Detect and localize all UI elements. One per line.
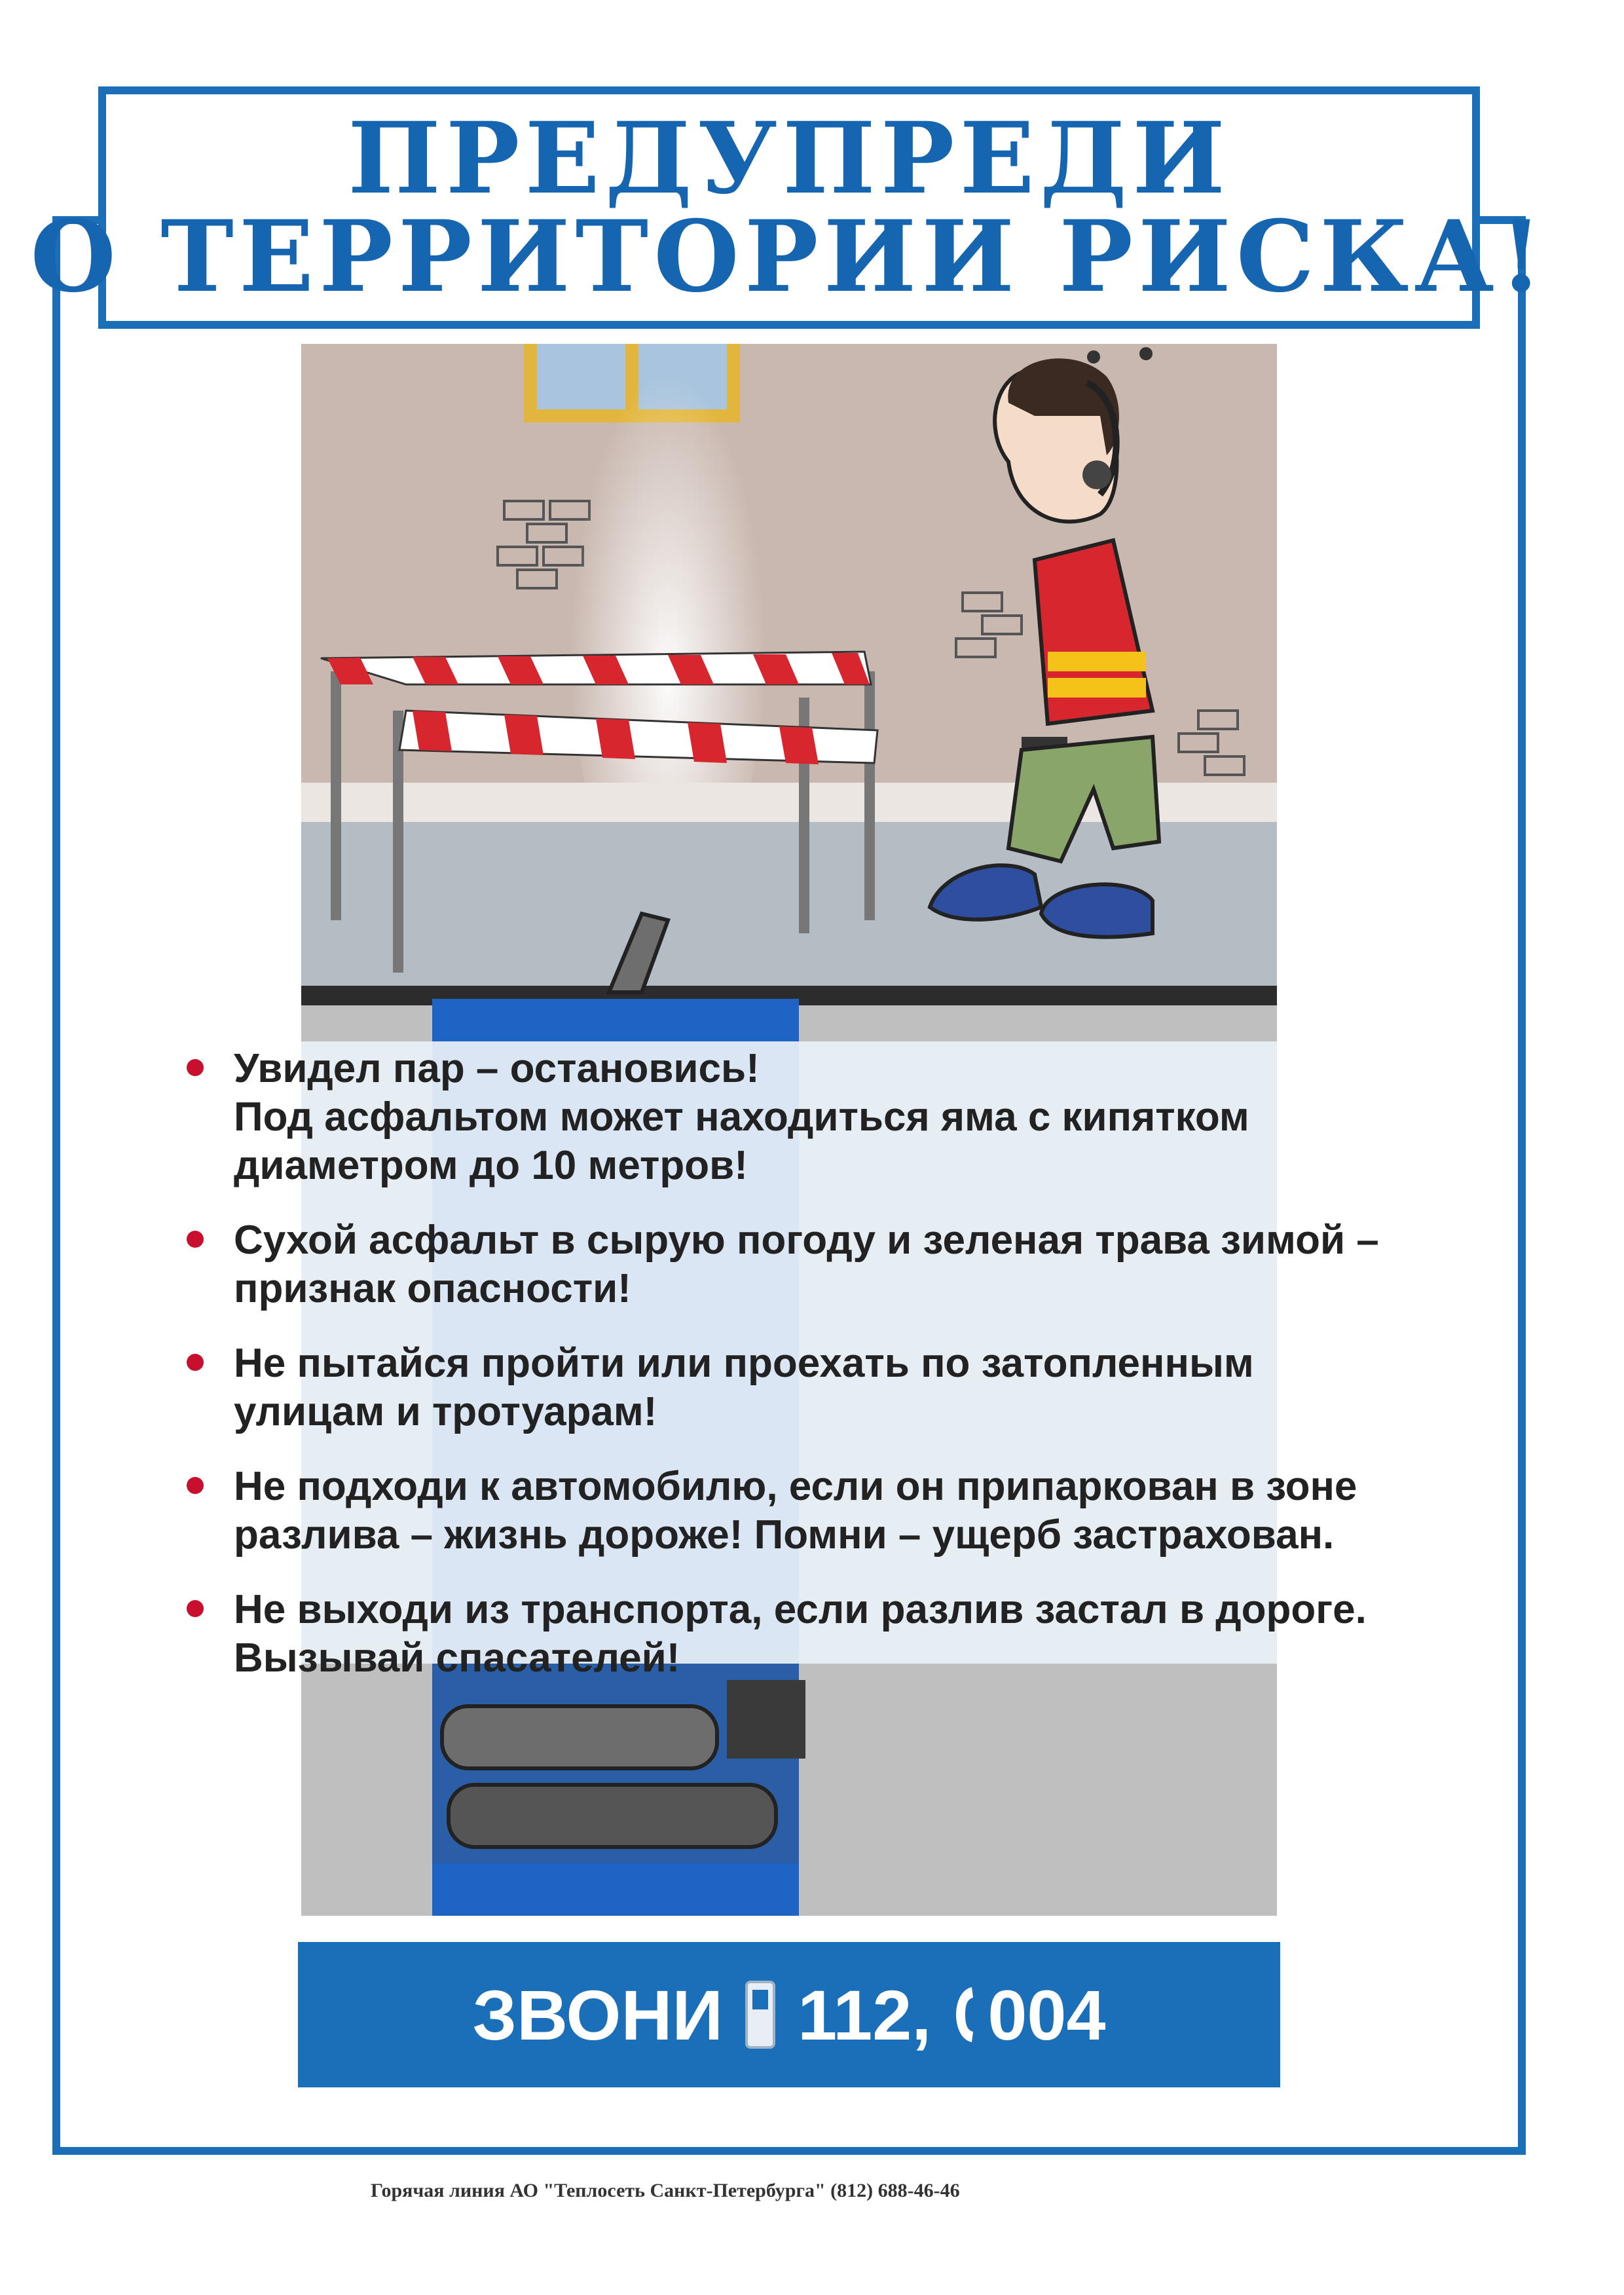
safety-rule [180, 1339, 1424, 1436]
title-line-2: О ТЕРРИТОРИИ РИСКА! [30, 199, 1548, 314]
hotline-text: Горячая линия АО "Теплосеть Санкт-Петербурга" (812) 688-46-46 [367, 2178, 1219, 2204]
rule-line: Сухой асфальт в сырую погоду и зеленая трава зимой – [234, 1218, 1379, 1263]
title-line-1: ПРЕДУПРЕДИ [348, 101, 1230, 216]
bullet-dot-icon [187, 1477, 204, 1494]
bullet-dot-icon [187, 1354, 204, 1371]
emergency-number-112: 112, [798, 1975, 932, 2055]
rule-line: Не подходи к автомобилю, если он припаркован в зоне [234, 1464, 1357, 1509]
safety-rule [180, 1463, 1424, 1559]
title-box [30, 86, 1548, 329]
handset-icon [953, 1985, 976, 2045]
safety-rule [180, 1216, 1424, 1313]
rule-line: разлива – жизнь дороже! Помни – ущерб застрахован. [234, 1512, 1335, 1558]
bullet-dot-icon [187, 1231, 204, 1248]
rule-line: Вызывай спасателей! [234, 1635, 680, 1681]
rule-line: Увидел пар – остановись! [234, 1046, 760, 1091]
rule-line: улицам и тротуарам! [234, 1389, 657, 1434]
bullet-dot-icon [187, 1059, 204, 1076]
rule-line: Под асфальтом может находиться яма с кипятком [234, 1094, 1249, 1140]
rule-line: Не пытайся пройти или проехать по затопленным [234, 1341, 1254, 1386]
bullet-dot-icon [187, 1600, 204, 1617]
mobile-phone-icon [745, 1981, 775, 2049]
call-label: ЗВОНИ [472, 1975, 724, 2055]
rule-line: Не выходи из транспорта, если разлив застал в дороге. [234, 1587, 1367, 1632]
safety-rules-list [180, 1045, 1424, 1709]
safety-rule [180, 1586, 1424, 1683]
rule-line: признак опасности! [234, 1266, 631, 1311]
safety-rule [180, 1045, 1424, 1190]
emergency-call-bar [298, 1942, 1280, 2087]
emergency-number-004: 004 [987, 1975, 1106, 2055]
rule-line: диаметром до 10 метров! [234, 1143, 748, 1188]
